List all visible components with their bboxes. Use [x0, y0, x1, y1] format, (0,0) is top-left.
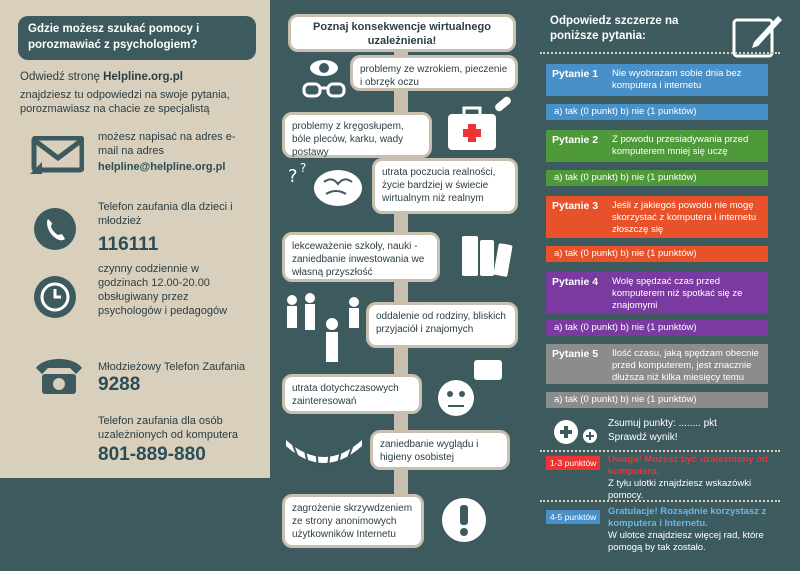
sum-points[interactable]: Zsumuj punkty: ........ pkt	[608, 418, 717, 429]
result-congrats-title: Gratulacje! Rozsądnie korzystasz z komputera i Internetu.	[608, 506, 767, 529]
plus-icon	[552, 416, 604, 448]
consequence-item: oddalenie od rodziny, bliskich przyjaciół i znajomych	[366, 302, 518, 348]
question-text: Ilość czasu, jaką spędzam obecnie przed komputerem, jest znacznie dłuższa niż kilka miesięcy temu	[612, 348, 759, 383]
svg-text:?: ?	[288, 166, 298, 187]
books-icon	[458, 232, 514, 280]
email-text: możesz napisać na adres e-mail na adres	[98, 131, 236, 157]
family-icon	[282, 292, 362, 364]
quiz-title: Odpowiedz szczerze na poniższe pytania:	[550, 15, 679, 42]
phone3-number: 801-889-880	[98, 444, 206, 465]
question-text: Z powodu przesiadywania przed komputerem mniej się uczę	[612, 134, 749, 157]
desk-phone-icon	[34, 356, 84, 396]
phone2-label: Młodzieżowy Telefon Zaufania	[98, 361, 246, 373]
phone2-number: 9288	[98, 374, 141, 395]
left-footer-band	[0, 478, 270, 571]
question-label: Pytanie 5	[552, 348, 599, 360]
score-range-high: 4-5 punktów	[546, 510, 600, 524]
teeth-icon	[282, 434, 366, 474]
consequence-item: zaniedbanie wyglądu i higieny osobistej	[370, 430, 510, 470]
phone1-label: Telefon zaufania dla dzieci i młodzież	[98, 201, 233, 227]
divider	[540, 500, 780, 502]
left-title: Gdzie możesz szukać pomocy i porozmawiać z psychologiem?	[18, 16, 256, 60]
question-text: Jeśli z jakiegoś powodu nie mogę skorzystać z komputera i internetu złoszczę się	[612, 200, 757, 235]
visit-line	[20, 70, 183, 84]
question-4	[546, 272, 768, 314]
answer-1[interactable]: a) tak (0 punkt) b) nie (1 punktów)	[546, 104, 768, 120]
question-label: Pytanie 3	[552, 200, 599, 212]
consequence-item: lekceważenie szkoły, nauki - zaniedbanie inwestowania we własną przyszłość	[282, 232, 440, 282]
check-result: Sprawdź wynik!	[608, 432, 678, 443]
question-5	[546, 344, 768, 384]
answer-3[interactable]: a) tak (0 punkt) b) nie (1 punktów)	[546, 246, 768, 262]
bored-face-icon	[434, 358, 506, 422]
divider	[540, 52, 780, 54]
question-2	[546, 130, 768, 162]
consequence-item: utrata poczucia realności, życie bardziej w świecie wirtualnym niż realnym	[372, 158, 518, 214]
clock-icon	[34, 276, 76, 318]
consequence-item: utrata dotychczasowych zainteresowań	[282, 374, 422, 414]
question-label: Pytanie 1	[552, 68, 599, 80]
answer-4[interactable]: a) tak (0 punkt) b) nie (1 punktów)	[546, 320, 768, 336]
divider	[540, 450, 780, 452]
question-text: Wolę spędzać czas przed komputerem niż spotkać się ze znajomymi	[612, 276, 743, 311]
question-text: Nie wyobrażam sobie dnia bez komputera i internetu	[612, 68, 742, 91]
first-aid-kit-icon	[446, 96, 516, 154]
question-3	[546, 196, 768, 238]
envelope-icon	[28, 136, 84, 178]
score-range-low: 1-3 punktów	[546, 456, 600, 470]
phone-icon	[34, 208, 76, 250]
svg-text:?: ?	[300, 161, 307, 175]
answer-5[interactable]: a) tak (0 punkt) b) nie (1 punktów)	[546, 392, 768, 408]
email-address-link[interactable]: helpline@helpline.org.pl	[98, 161, 226, 173]
phone3-label: Telefon zaufania dla osób uzależnionych od komputera	[98, 415, 239, 441]
helpline-site-link[interactable]: Helpline.org.pl	[103, 71, 183, 83]
eye-glasses-icon	[300, 56, 348, 104]
question-1	[546, 64, 768, 96]
result-congrats-desc: W ulotce znajdziesz więcej rad, które pomogą by tak zostało.	[608, 530, 764, 553]
consequence-item: problemy ze wzrokiem, pieczenie i obrzęk oczu	[350, 55, 518, 91]
answer-2[interactable]: a) tak (0 punkt) b) nie (1 punktów)	[546, 170, 768, 186]
phone1-number: 116111	[98, 234, 159, 255]
middle-title: Poznaj konsekwencje wirtualnego uzależnienia!	[288, 14, 516, 52]
result-warning-desc: Z tyłu ulotki znajdziesz wskazówki pomocy.	[608, 478, 752, 501]
question-label: Pytanie 2	[552, 134, 599, 146]
warning-icon	[440, 496, 488, 544]
result-warning-title: Uwaga! Możesz być uzależniony od komputera.	[608, 454, 768, 477]
question-label: Pytanie 4	[552, 276, 599, 288]
visit-desc: znajdziesz tu odpowiedzi na swoje pytania, porozmawiasz na chacie ze specjalistą	[20, 89, 230, 115]
consequence-item: problemy z kręgosłupem, bóle pleców, karku, wady postawy	[282, 112, 432, 158]
phone1-hours: czynny codziennie w godzinach 12.00-20.00 obsługiwany przez psychologów i pedagogów	[98, 263, 228, 317]
brain-icon	[286, 160, 366, 216]
visit-prefix: Odwiedź stronę	[20, 71, 104, 83]
consequence-item: zagrożenie skrzywdzeniem ze strony anonimowych użytkowników Internetu	[282, 494, 424, 548]
